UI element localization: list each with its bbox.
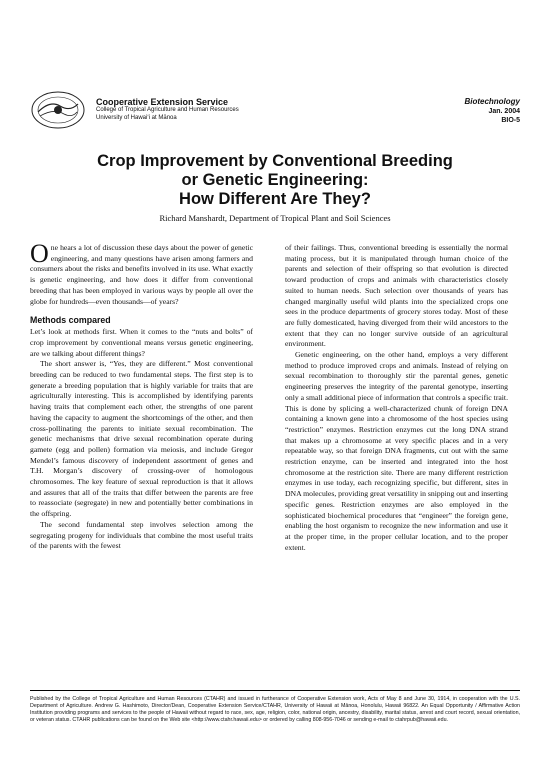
footer-divider xyxy=(30,690,520,691)
publication-code: BIO-5 xyxy=(501,117,520,124)
org-college: College of Tropical Agriculture and Human Resources xyxy=(96,107,239,113)
left-column xyxy=(30,239,253,552)
organization-block xyxy=(96,97,239,122)
publication-date: Jan. 2004 xyxy=(488,108,520,115)
section-heading: Methods compared xyxy=(30,315,111,326)
paragraph-5: Genetic engineering, on the other hand, employs a very different method to produce improved crops and animals. Instead of relying on sexual recombination to thoroughly stir the parental genes, genetic engineering preserves the integrity of the parental genotype, inserting only a small additional piece of information that controls a specific trait. This is done by splicing a well-characterized chunk of foreign DNA containing a known gene into a chromosome of the host species using “restriction” enzymes. Restriction enzymes cut the long DNA strand that makes up a chromosome at very specific places and in a very repeatable way, so that foreign DNA fragments, cut out with the same restriction enzyme, can be inserted and integrated into the host chromosome at the restriction site. There are many different restriction enzymes in use today, each recognizing specific, but different, sites in DNA molecules, providing great versatility in snipping out and inserting specific genes. Restriction enzymes are also employed in the sophisticated biochemical procedures that “engineer” the foreign gene, enabling the host organism to recognize the new information and use it at the proper time, in the proper cellular location, and to the proper extent. xyxy=(285,350,508,552)
org-university: University of Hawai‘i at Mānoa xyxy=(96,114,177,121)
paragraph-2: The short answer is, “Yes, they are different.” Most conventional breeding can be reduced to two fundamental steps. The first step is to generate a breeding population that is highly variable for traits that are agriculturally interesting. This is accomplished by identifying parents having traits that complement each other, the strengths of one parent having the capacity to augment the shortcomings of the other, and then cross-pollinating the parents to initiate sexual recombination. The genetic mechanisms that drive sexual recombination operate during gamete (egg and pollen) formation via meiosis, and include Gregor Mendel’s famous discovery of independent assortment of genes and T.H. Morgan’s discovery of crossing-over of homologous chromosomes. The key feature of sexual reproduction is that it allows and assures that all of the traits that differ between the parents are free to reassociate (segregate) in new and potentially better combinations in the offspring. xyxy=(30,359,253,519)
publication-info xyxy=(464,97,520,125)
title-line-2: or Genetic Engineering: xyxy=(181,171,369,189)
title-line-3: How Different Are They? xyxy=(179,190,371,208)
paragraph-4: of their failings. Thus, conventional breeding is essentially the normal mating process, but it is manipulated through human choice of the parents and selection of their offspring so that evolution is directed toward production of crops and animals with characteristics closely suited to human needs. Such selection over thousands of years has changed marginally useful wild plants into the specialized crops one sees in the produce departments of grocery stores today. Most of these are fully domesticated, having diverged from their wild ancestors to the extent that they can no longer survive outside of an agricultural environment. xyxy=(285,243,508,349)
page-header xyxy=(30,90,520,130)
intro-paragraph xyxy=(30,239,253,307)
document-title xyxy=(0,152,550,209)
right-column xyxy=(285,243,508,553)
paragraph-3: The second fundamental step involves selection among the segregating progeny for individuals that combine the most useful traits of the parents with the fewest xyxy=(30,519,253,551)
title-line-1: Crop Improvement by Conventional Breeding xyxy=(97,152,453,170)
extension-logo-icon xyxy=(30,90,86,130)
org-name: Cooperative Extension Service xyxy=(96,97,229,107)
author-line: Richard Manshardt, Department of Tropical Plant and Soil Sciences xyxy=(159,213,391,223)
intro-text: ne hears a lot of discussion these days about the power of genetic engineering, and many questions have arisen among farmers and consumers about the risks and benefits involved in its use. What exactly is genetic engineering, and how does it differ from conventional breeding that has been employed in various ways by people all over the globe for hundreds—even thousands—of years? xyxy=(30,243,253,306)
series-name: Biotechnology xyxy=(464,97,520,106)
drop-cap: O xyxy=(30,239,49,268)
footer-text: Published by the College of Tropical Agriculture and Human Resources (CTAHR) and issued in furtherance of Cooperative Extension work, Acts of May 8 and June 30, 1914, in cooperation with the U.S. Department of Agriculture. Andrew G. Hashimoto, Director/Dean, Cooperative Extension Service/CTAHR, University of Hawaii at Mānoa, Honolulu, Hawaii 96822. An Equal Opportunity / Affirmative Action Institution providing programs and services to the people of Hawaii without regard to race, sex, age, religion, color, national origin, ancestry, disability, marital status, arrest and court record, sexual orientation, or veteran status. CTAHR publications can be found on the Web site <http://www.ctahr.hawaii.edu> or ordered by calling 808-956-7046 or sending e-mail to ctahrpub@hawaii.edu. xyxy=(30,696,520,723)
paragraph-1: Let’s look at methods first. When it comes to the “nuts and bolts” of crop improvement by conventional means versus genetic engineering, are we talking about different things? xyxy=(30,327,253,358)
